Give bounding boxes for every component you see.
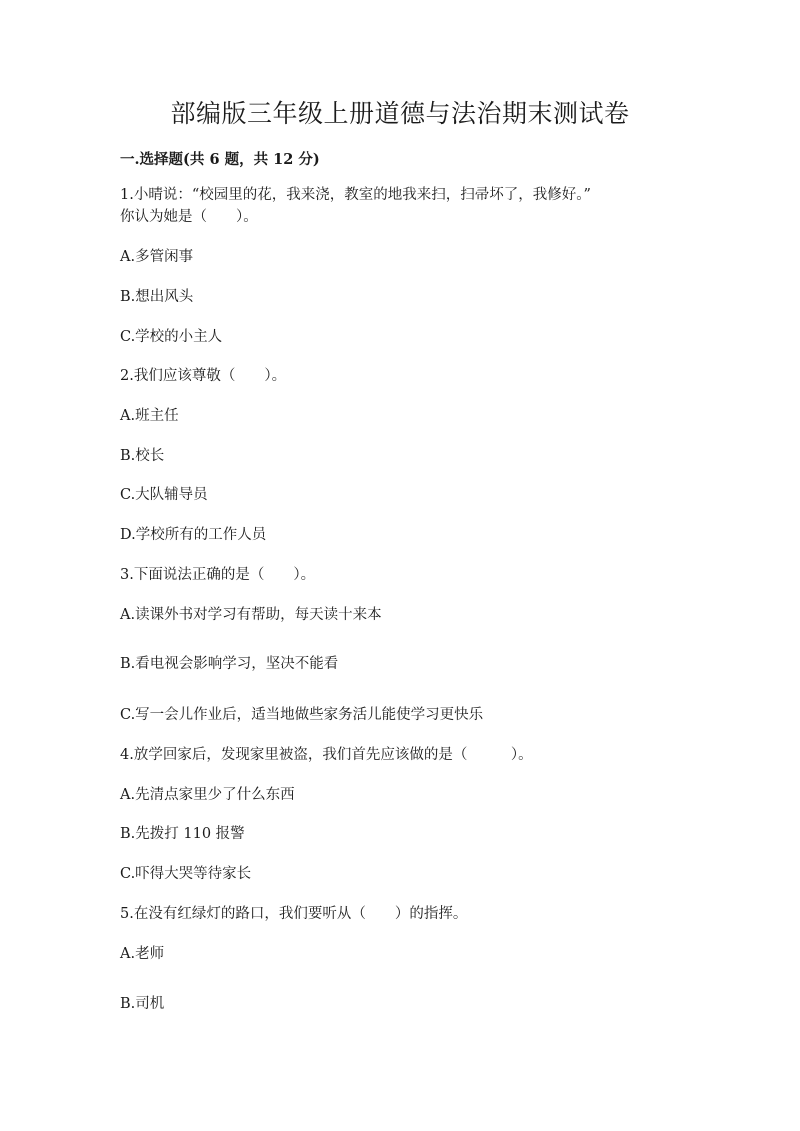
section-heading: 一.选择题(共 6 题，共 12 分) bbox=[120, 151, 320, 168]
question-5-option-b: B.司机 bbox=[120, 996, 165, 1012]
question-5-option-a: A.老师 bbox=[120, 946, 165, 962]
question-4-option-c: C.吓得大哭等待家长 bbox=[120, 866, 252, 882]
question-5-stem: 5.在没有红绿灯的路口，我们要听从（ ）的指挥。 bbox=[120, 906, 468, 922]
question-1-option-c: C.学校的小主人 bbox=[120, 329, 223, 345]
question-4-stem: 4.放学回家后，发现家里被盗，我们首先应该做的是（ ）。 bbox=[120, 747, 533, 763]
question-1-option-a: A.多管闲事 bbox=[120, 249, 194, 265]
question-3-option-b: B.看电视会影响学习，坚决不能看 bbox=[120, 656, 339, 672]
question-3-stem: 3.下面说法正确的是（ ）。 bbox=[120, 567, 316, 583]
question-2-option-c: C.大队辅导员 bbox=[120, 487, 208, 503]
question-2-option-d: D.学校所有的工作人员 bbox=[120, 527, 267, 543]
question-4-option-b: B.先拨打 110 报警 bbox=[120, 826, 245, 842]
question-3-option-c: C.写一会儿作业后，适当地做些家务活儿能使学习更快乐 bbox=[120, 707, 484, 723]
question-2-option-b: B.校长 bbox=[120, 448, 165, 464]
question-2-stem: 2.我们应该尊敬（ ）。 bbox=[120, 368, 287, 384]
page-title: 部编版三年级上册道德与法治期末测试卷 bbox=[170, 99, 630, 128]
question-1-stem-continued: 你认为她是（ ）。 bbox=[120, 209, 258, 225]
question-1-option-b: B.想出风头 bbox=[120, 289, 194, 305]
question-1-stem: 1.小晴说：“校园里的花，我来浇，教室的地我来扫，扫帚坏了，我修好。” bbox=[120, 187, 591, 203]
question-4-option-a: A.先清点家里少了什么东西 bbox=[120, 787, 295, 803]
question-3-option-a: A.读课外书对学习有帮助，每天读十来本 bbox=[120, 607, 382, 623]
question-2-option-a: A.班主任 bbox=[120, 408, 179, 424]
